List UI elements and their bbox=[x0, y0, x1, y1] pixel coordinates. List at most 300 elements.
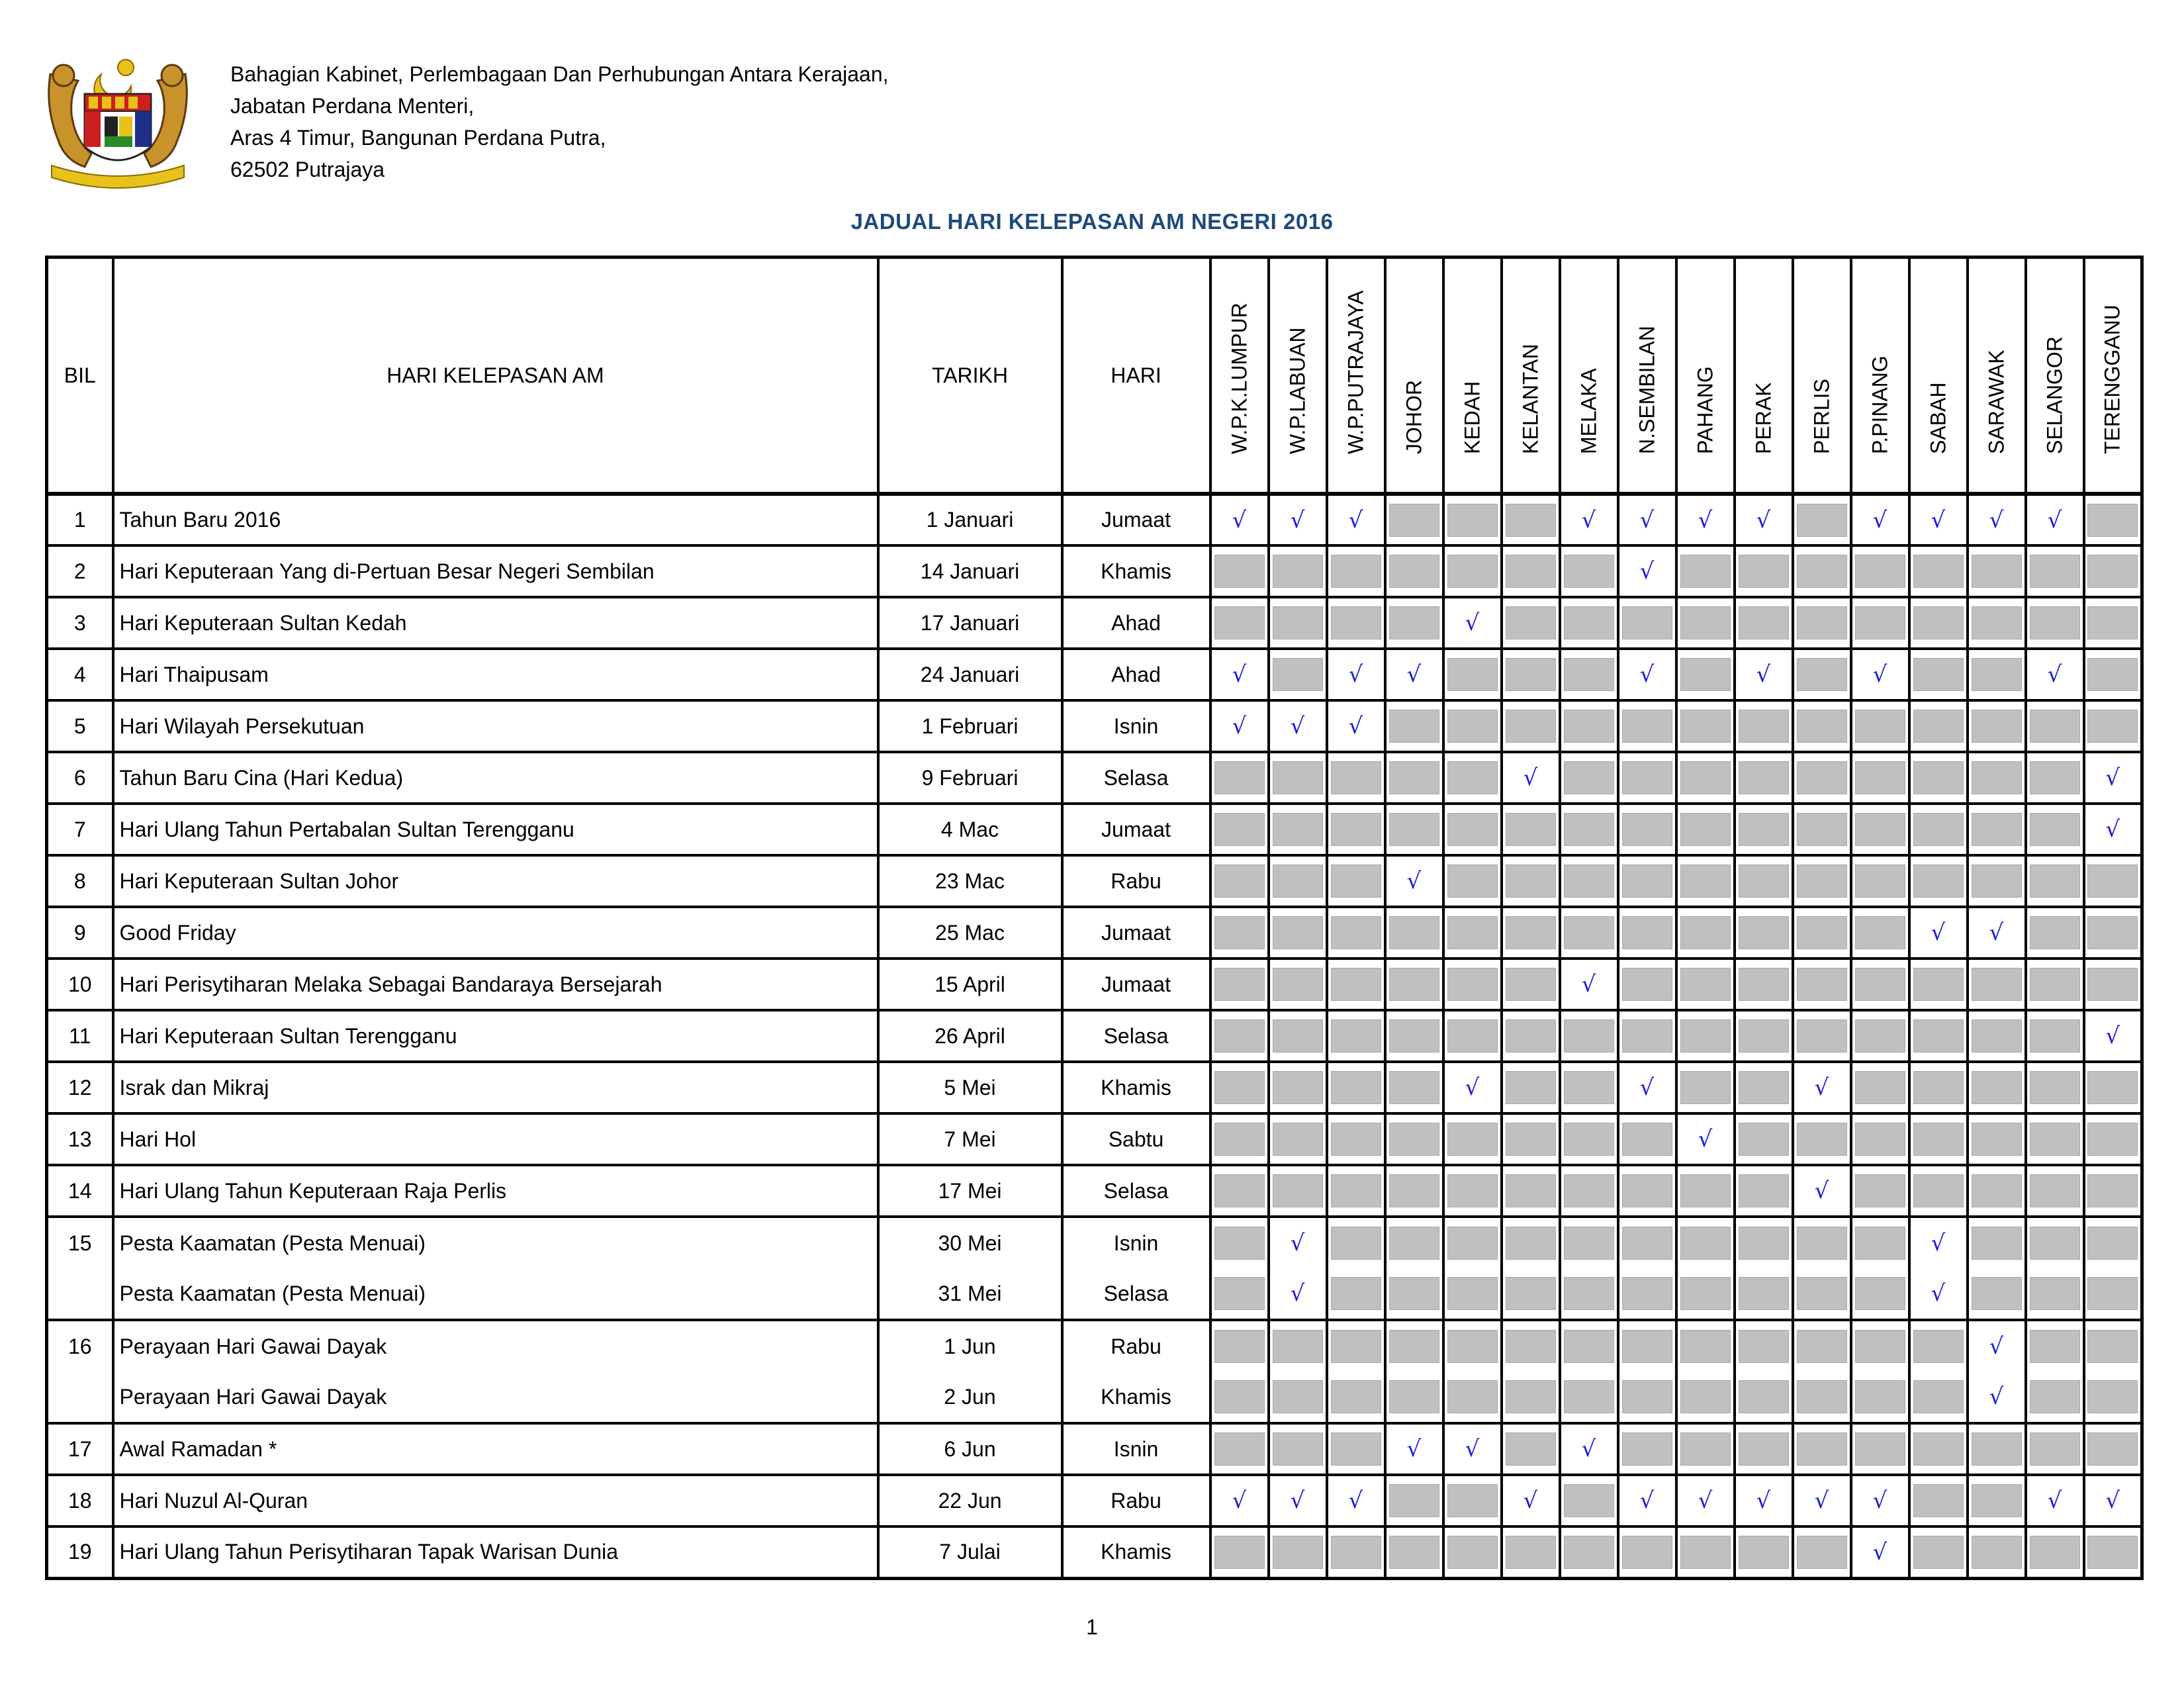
state-holiday-cell bbox=[2026, 494, 2084, 545]
checkmark-icon: √ bbox=[1931, 1230, 1946, 1256]
state-non-holiday-cell bbox=[1676, 907, 1735, 959]
table-row bbox=[47, 700, 2142, 752]
shaded-box bbox=[1913, 761, 1964, 794]
shaded-box bbox=[1913, 1484, 1964, 1517]
holiday-day: Jumaat bbox=[1062, 804, 1210, 855]
checkmark-icon: √ bbox=[2105, 1023, 2120, 1049]
state-non-holiday-cell bbox=[1443, 649, 1502, 700]
state-non-holiday-cell bbox=[1502, 1113, 1560, 1165]
table-row bbox=[47, 1475, 2142, 1526]
shaded-box bbox=[2087, 1380, 2138, 1413]
shaded-box bbox=[1214, 865, 1265, 898]
holiday-name: Hari Ulang Tahun Perisytiharan Tapak Warisan Dunia bbox=[113, 1526, 878, 1578]
shaded-box bbox=[1739, 1019, 1789, 1053]
checkmark-icon: √ bbox=[2105, 816, 2120, 843]
state-holiday-cell bbox=[1327, 494, 1385, 545]
shaded-box bbox=[1564, 658, 1614, 691]
shaded-box bbox=[1913, 1071, 1964, 1104]
shaded-box bbox=[1564, 710, 1614, 743]
shaded-box bbox=[2030, 710, 2080, 743]
table-row bbox=[47, 752, 2142, 804]
state-non-holiday-cell bbox=[2084, 1217, 2142, 1268]
checkmark-icon: √ bbox=[1581, 971, 1596, 998]
state-non-holiday-cell bbox=[1793, 1320, 1851, 1372]
state-non-holiday-cell bbox=[1502, 1062, 1560, 1113]
shaded-box bbox=[1447, 1227, 1498, 1260]
holiday-date: 5 Mei bbox=[878, 1062, 1062, 1113]
state-non-holiday-cell bbox=[2026, 1165, 2084, 1217]
state-non-holiday-cell bbox=[1735, 1423, 1793, 1475]
shaded-box bbox=[1972, 761, 2022, 794]
state-non-holiday-cell bbox=[1618, 597, 1676, 649]
state-non-holiday-cell bbox=[1327, 545, 1385, 597]
state-holiday-cell bbox=[1968, 1372, 2026, 1423]
shaded-box bbox=[1214, 1174, 1265, 1207]
shaded-box bbox=[1214, 1380, 1265, 1413]
state-holiday-cell bbox=[1909, 1217, 1968, 1268]
state-non-holiday-cell bbox=[1443, 1320, 1502, 1372]
shaded-box bbox=[2030, 1123, 2080, 1156]
state-non-holiday-cell bbox=[1560, 1372, 1618, 1423]
shaded-box bbox=[1273, 1330, 1323, 1363]
shaded-box bbox=[1972, 1484, 2022, 1517]
holiday-name: Hari Ulang Tahun Pertabalan Sultan Terengganu bbox=[113, 804, 878, 855]
state-holiday-cell bbox=[1502, 1475, 1560, 1526]
holiday-day: Jumaat bbox=[1062, 959, 1210, 1010]
state-non-holiday-cell bbox=[1909, 1320, 1968, 1372]
shaded-box bbox=[1389, 1380, 1439, 1413]
state-holiday-cell bbox=[2084, 752, 2142, 804]
shaded-box bbox=[1214, 1019, 1265, 1053]
state-non-holiday-cell bbox=[1502, 494, 1560, 545]
holiday-name: Hari Nuzul Al-Quran bbox=[113, 1475, 878, 1526]
state-label: SABAH bbox=[1926, 382, 1950, 454]
state-non-holiday-cell bbox=[1909, 1165, 1968, 1217]
shaded-box bbox=[2030, 916, 2080, 949]
state-non-holiday-cell bbox=[1385, 1372, 1443, 1423]
state-non-holiday-cell bbox=[1210, 752, 1269, 804]
state-non-holiday-cell bbox=[1793, 959, 1851, 1010]
state-holiday-cell bbox=[1851, 1475, 1909, 1526]
checkmark-icon: √ bbox=[1523, 1487, 1538, 1514]
state-non-holiday-cell bbox=[1793, 1010, 1851, 1062]
shaded-box bbox=[1622, 1277, 1672, 1310]
shaded-box bbox=[1564, 555, 1614, 588]
state-holiday-cell bbox=[1909, 1268, 1968, 1320]
state-holiday-cell bbox=[2026, 1475, 2084, 1526]
state-non-holiday-cell bbox=[1385, 1113, 1443, 1165]
shaded-box bbox=[1506, 1123, 1556, 1156]
state-non-holiday-cell bbox=[2026, 855, 2084, 907]
holiday-name: Hari Keputeraan Sultan Johor bbox=[113, 855, 878, 907]
shaded-box bbox=[2030, 606, 2080, 639]
checkmark-icon: √ bbox=[1872, 1538, 1888, 1566]
state-non-holiday-cell bbox=[1502, 959, 1560, 1010]
shaded-box bbox=[1506, 606, 1556, 639]
checkmark-icon: √ bbox=[1698, 506, 1713, 534]
holiday-day: Khamis bbox=[1062, 1372, 1210, 1423]
state-non-holiday-cell bbox=[1269, 1010, 1327, 1062]
state-non-holiday-cell bbox=[1676, 649, 1735, 700]
shaded-box bbox=[1680, 1019, 1731, 1053]
state-holiday-cell bbox=[1968, 907, 2026, 959]
state-non-holiday-cell bbox=[2026, 1010, 2084, 1062]
state-holiday-cell bbox=[1735, 1475, 1793, 1526]
table-row bbox=[47, 855, 2142, 907]
checkmark-icon: √ bbox=[1232, 1487, 1247, 1514]
state-non-holiday-cell bbox=[1269, 1423, 1327, 1475]
shaded-box bbox=[2087, 1227, 2138, 1260]
state-non-holiday-cell bbox=[1210, 1268, 1269, 1320]
state-non-holiday-cell bbox=[1502, 597, 1560, 649]
state-label: N.SEMBILAN bbox=[1635, 326, 1659, 454]
state-non-holiday-cell bbox=[1968, 752, 2026, 804]
state-non-holiday-cell bbox=[1618, 907, 1676, 959]
state-non-holiday-cell bbox=[1618, 1010, 1676, 1062]
state-non-holiday-cell bbox=[1793, 545, 1851, 597]
row-number: 8 bbox=[47, 855, 113, 907]
shaded-box bbox=[1447, 1330, 1498, 1363]
state-non-holiday-cell bbox=[1851, 1165, 1909, 1217]
shaded-box bbox=[1739, 1330, 1789, 1363]
shaded-box bbox=[2030, 1019, 2080, 1053]
state-non-holiday-cell bbox=[1793, 1526, 1851, 1578]
shaded-box bbox=[1622, 1432, 1672, 1466]
shaded-box bbox=[1855, 813, 1905, 846]
shaded-box bbox=[1972, 1174, 2022, 1207]
holiday-date: 7 Mei bbox=[878, 1113, 1062, 1165]
shaded-box bbox=[1622, 710, 1672, 743]
column-header-state bbox=[1269, 258, 1327, 494]
shaded-box bbox=[1389, 1174, 1439, 1207]
shaded-box bbox=[1273, 865, 1323, 898]
column-header-name: HARI KELEPASAN AM bbox=[113, 258, 878, 494]
holiday-day: Sabtu bbox=[1062, 1113, 1210, 1165]
shaded-box bbox=[1506, 1432, 1556, 1466]
state-non-holiday-cell bbox=[1851, 1113, 1909, 1165]
holiday-date: 1 Februari bbox=[878, 700, 1062, 752]
shaded-box bbox=[1972, 1071, 2022, 1104]
checkmark-icon: √ bbox=[1639, 661, 1655, 688]
shaded-box bbox=[1331, 1019, 1381, 1053]
state-non-holiday-cell bbox=[1385, 804, 1443, 855]
shaded-box bbox=[1913, 658, 1964, 691]
state-holiday-cell bbox=[1968, 1320, 2026, 1372]
checkmark-icon: √ bbox=[2047, 661, 2062, 688]
row-number: 3 bbox=[47, 597, 113, 649]
state-holiday-cell bbox=[1210, 494, 1269, 545]
state-non-holiday-cell bbox=[1968, 1475, 2026, 1526]
column-header-state bbox=[2026, 258, 2084, 494]
shaded-box bbox=[1506, 1174, 1556, 1207]
state-non-holiday-cell bbox=[1735, 855, 1793, 907]
state-label: W.P.LABUAN bbox=[1285, 327, 1309, 454]
shaded-box bbox=[2030, 1380, 2080, 1413]
row-number: 18 bbox=[47, 1475, 113, 1526]
checkmark-icon: √ bbox=[1931, 919, 1946, 946]
state-non-holiday-cell bbox=[1909, 1372, 1968, 1423]
shaded-box bbox=[1913, 1174, 1964, 1207]
shaded-box bbox=[2087, 916, 2138, 949]
state-non-holiday-cell bbox=[1968, 1062, 2026, 1113]
table-row bbox=[47, 804, 2142, 855]
state-label: SELANGOR bbox=[2042, 336, 2066, 454]
shaded-box bbox=[1506, 1330, 1556, 1363]
state-non-holiday-cell bbox=[1676, 1165, 1735, 1217]
shaded-box bbox=[1389, 606, 1439, 639]
checkmark-icon: √ bbox=[1639, 506, 1655, 534]
state-non-holiday-cell bbox=[1385, 700, 1443, 752]
state-non-holiday-cell bbox=[1735, 1372, 1793, 1423]
holiday-date: 7 Julai bbox=[878, 1526, 1062, 1578]
shaded-box bbox=[1797, 1277, 1847, 1310]
state-non-holiday-cell bbox=[2084, 1165, 2142, 1217]
holiday-name: Tahun Baru Cina (Hari Kedua) bbox=[113, 752, 878, 804]
column-header-date: TARIKH bbox=[878, 258, 1062, 494]
state-non-holiday-cell bbox=[1909, 700, 1968, 752]
state-non-holiday-cell bbox=[1385, 959, 1443, 1010]
shaded-box bbox=[1447, 555, 1498, 588]
shaded-box bbox=[1797, 606, 1847, 639]
checkmark-icon: √ bbox=[1290, 506, 1305, 534]
state-non-holiday-cell bbox=[1851, 1062, 1909, 1113]
shaded-box bbox=[1389, 968, 1439, 1001]
state-non-holiday-cell bbox=[1443, 1475, 1502, 1526]
checkmark-icon: √ bbox=[1872, 1487, 1888, 1514]
shaded-box bbox=[2030, 865, 2080, 898]
shaded-box bbox=[2087, 658, 2138, 691]
table-row bbox=[47, 1165, 2142, 1217]
state-non-holiday-cell bbox=[1676, 1423, 1735, 1475]
shaded-box bbox=[1797, 1123, 1847, 1156]
holiday-date: 2 Jun bbox=[878, 1372, 1062, 1423]
shaded-box bbox=[1855, 916, 1905, 949]
checkmark-icon: √ bbox=[1465, 1436, 1480, 1462]
state-non-holiday-cell bbox=[2084, 1113, 2142, 1165]
state-non-holiday-cell bbox=[1443, 1113, 1502, 1165]
shaded-box bbox=[1797, 1432, 1847, 1466]
state-non-holiday-cell bbox=[1909, 959, 1968, 1010]
shaded-box bbox=[1680, 813, 1731, 846]
shaded-box bbox=[1506, 555, 1556, 588]
holiday-day: Khamis bbox=[1062, 545, 1210, 597]
holiday-day: Khamis bbox=[1062, 1526, 1210, 1578]
holiday-date: 1 Jun bbox=[878, 1320, 1062, 1372]
shaded-box bbox=[1214, 606, 1265, 639]
state-label: KELANTAN bbox=[1518, 344, 1542, 454]
state-non-holiday-cell bbox=[1502, 907, 1560, 959]
holiday-day: Rabu bbox=[1062, 1475, 1210, 1526]
shaded-box bbox=[1622, 968, 1672, 1001]
shaded-box bbox=[1972, 658, 2022, 691]
state-non-holiday-cell bbox=[1210, 959, 1269, 1010]
state-non-holiday-cell bbox=[1735, 752, 1793, 804]
shaded-box bbox=[1389, 1071, 1439, 1104]
shaded-box bbox=[1972, 1536, 2022, 1569]
holiday-date: 17 Mei bbox=[878, 1165, 1062, 1217]
table-row bbox=[47, 1010, 2142, 1062]
state-label: TERENGGANU bbox=[2100, 305, 2124, 454]
shaded-box bbox=[1331, 555, 1381, 588]
state-non-holiday-cell bbox=[1502, 1268, 1560, 1320]
holiday-day: Rabu bbox=[1062, 1320, 1210, 1372]
holiday-date: 1 Januari bbox=[878, 494, 1062, 545]
shaded-box bbox=[2030, 1432, 2080, 1466]
shaded-box bbox=[1913, 1123, 1964, 1156]
shaded-box bbox=[1855, 710, 1905, 743]
shaded-box bbox=[1622, 1123, 1672, 1156]
state-non-holiday-cell bbox=[1851, 1320, 1909, 1372]
checkmark-icon: √ bbox=[1872, 661, 1888, 688]
document-title: JADUAL HARI KELEPASAN AM NEGERI 2016 bbox=[850, 209, 1334, 234]
row-number: 2 bbox=[47, 545, 113, 597]
shaded-box bbox=[1273, 1380, 1323, 1413]
state-non-holiday-cell bbox=[1735, 1010, 1793, 1062]
column-header-state bbox=[2084, 258, 2142, 494]
shaded-box bbox=[1331, 761, 1381, 794]
shaded-box bbox=[1972, 813, 2022, 846]
shaded-box bbox=[2030, 555, 2080, 588]
state-non-holiday-cell bbox=[1327, 1320, 1385, 1372]
state-holiday-cell bbox=[1210, 700, 1269, 752]
state-non-holiday-cell bbox=[1909, 1062, 1968, 1113]
state-holiday-cell bbox=[1793, 1165, 1851, 1217]
state-holiday-cell bbox=[1851, 1526, 1909, 1578]
shaded-box bbox=[1680, 1071, 1731, 1104]
checkmark-icon: √ bbox=[1872, 506, 1888, 534]
coat-of-arms-icon bbox=[38, 48, 197, 193]
checkmark-icon: √ bbox=[1348, 1487, 1363, 1514]
state-holiday-cell bbox=[1909, 907, 1968, 959]
state-non-holiday-cell bbox=[1618, 752, 1676, 804]
state-non-holiday-cell bbox=[1560, 1475, 1618, 1526]
holiday-day: Ahad bbox=[1062, 597, 1210, 649]
state-holiday-cell bbox=[1560, 1423, 1618, 1475]
checkmark-icon: √ bbox=[2105, 1487, 2120, 1514]
state-non-holiday-cell bbox=[1676, 700, 1735, 752]
state-non-holiday-cell bbox=[1735, 907, 1793, 959]
shaded-box bbox=[1680, 1536, 1731, 1569]
shaded-box bbox=[1972, 1227, 2022, 1260]
state-non-holiday-cell bbox=[1735, 804, 1793, 855]
holiday-name: Hari Wilayah Persekutuan bbox=[113, 700, 878, 752]
state-non-holiday-cell bbox=[1502, 700, 1560, 752]
holiday-date: 31 Mei bbox=[878, 1268, 1062, 1320]
shaded-box bbox=[1214, 968, 1265, 1001]
shaded-box bbox=[2030, 1330, 2080, 1363]
state-non-holiday-cell bbox=[1968, 959, 2026, 1010]
shaded-box bbox=[1564, 1277, 1614, 1310]
shaded-box bbox=[1913, 968, 1964, 1001]
shaded-box bbox=[2030, 761, 2080, 794]
state-non-holiday-cell bbox=[2026, 545, 2084, 597]
holiday-table bbox=[45, 256, 2144, 1580]
state-holiday-cell bbox=[1210, 649, 1269, 700]
state-non-holiday-cell bbox=[1968, 1526, 2026, 1578]
state-holiday-cell bbox=[1909, 494, 1968, 545]
state-non-holiday-cell bbox=[1909, 597, 1968, 649]
checkmark-icon: √ bbox=[1756, 506, 1771, 534]
state-holiday-cell bbox=[1618, 494, 1676, 545]
state-non-holiday-cell bbox=[1851, 1010, 1909, 1062]
column-header-state bbox=[1443, 258, 1502, 494]
state-non-holiday-cell bbox=[1210, 545, 1269, 597]
table-row bbox=[47, 1268, 2142, 1320]
shaded-box bbox=[1680, 1380, 1731, 1413]
state-non-holiday-cell bbox=[1968, 804, 2026, 855]
state-non-holiday-cell bbox=[1327, 752, 1385, 804]
state-non-holiday-cell bbox=[1269, 855, 1327, 907]
state-label: W.P.K.LUMPUR bbox=[1227, 303, 1251, 454]
row-number: 9 bbox=[47, 907, 113, 959]
state-non-holiday-cell bbox=[2026, 1372, 2084, 1423]
state-non-holiday-cell bbox=[1443, 804, 1502, 855]
column-header-bil: BIL bbox=[47, 258, 113, 494]
shaded-box bbox=[1739, 916, 1789, 949]
state-non-holiday-cell bbox=[1269, 1372, 1327, 1423]
state-non-holiday-cell bbox=[1269, 1113, 1327, 1165]
shaded-box bbox=[1447, 1123, 1498, 1156]
checkmark-icon: √ bbox=[1989, 1333, 2004, 1360]
shaded-box bbox=[1331, 865, 1381, 898]
state-non-holiday-cell bbox=[1327, 1268, 1385, 1320]
shaded-box bbox=[1622, 1174, 1672, 1207]
state-non-holiday-cell bbox=[2026, 1268, 2084, 1320]
shaded-box bbox=[2030, 813, 2080, 846]
shaded-box bbox=[1389, 1536, 1439, 1569]
shaded-box bbox=[1447, 1380, 1498, 1413]
shaded-box bbox=[1214, 1227, 1265, 1260]
shaded-box bbox=[2030, 1227, 2080, 1260]
shaded-box bbox=[1972, 606, 2022, 639]
shaded-box bbox=[1972, 1019, 2022, 1053]
shaded-box bbox=[1622, 1227, 1672, 1260]
state-non-holiday-cell bbox=[1968, 855, 2026, 907]
row-number: 10 bbox=[47, 959, 113, 1010]
shaded-box bbox=[1855, 1071, 1905, 1104]
row-number: 15 bbox=[47, 1217, 113, 1268]
checkmark-icon: √ bbox=[1232, 506, 1247, 534]
shaded-box bbox=[1564, 761, 1614, 794]
state-non-holiday-cell bbox=[2026, 700, 2084, 752]
shaded-box bbox=[1389, 1019, 1439, 1053]
shaded-box bbox=[1273, 658, 1323, 691]
column-header-state bbox=[1793, 258, 1851, 494]
checkmark-icon: √ bbox=[1989, 919, 2004, 946]
state-non-holiday-cell bbox=[1735, 1268, 1793, 1320]
state-holiday-cell bbox=[1269, 1268, 1327, 1320]
row-number: 7 bbox=[47, 804, 113, 855]
shaded-box bbox=[1331, 1536, 1381, 1569]
state-non-holiday-cell bbox=[1385, 1526, 1443, 1578]
shaded-box bbox=[1273, 813, 1323, 846]
state-non-holiday-cell bbox=[1385, 1217, 1443, 1268]
shaded-box bbox=[1972, 865, 2022, 898]
holiday-name: Hari Ulang Tahun Keputeraan Raja Perlis bbox=[113, 1165, 878, 1217]
holiday-day: Rabu bbox=[1062, 855, 1210, 907]
state-non-holiday-cell bbox=[1793, 752, 1851, 804]
state-non-holiday-cell bbox=[2084, 597, 2142, 649]
state-holiday-cell bbox=[2026, 649, 2084, 700]
shaded-box bbox=[1447, 1484, 1498, 1517]
state-non-holiday-cell bbox=[1793, 1113, 1851, 1165]
state-non-holiday-cell bbox=[1210, 1062, 1269, 1113]
state-non-holiday-cell bbox=[1385, 1062, 1443, 1113]
table-row bbox=[47, 907, 2142, 959]
checkmark-icon: √ bbox=[1581, 506, 1596, 534]
shaded-box bbox=[1855, 1174, 1905, 1207]
state-non-holiday-cell bbox=[1560, 545, 1618, 597]
